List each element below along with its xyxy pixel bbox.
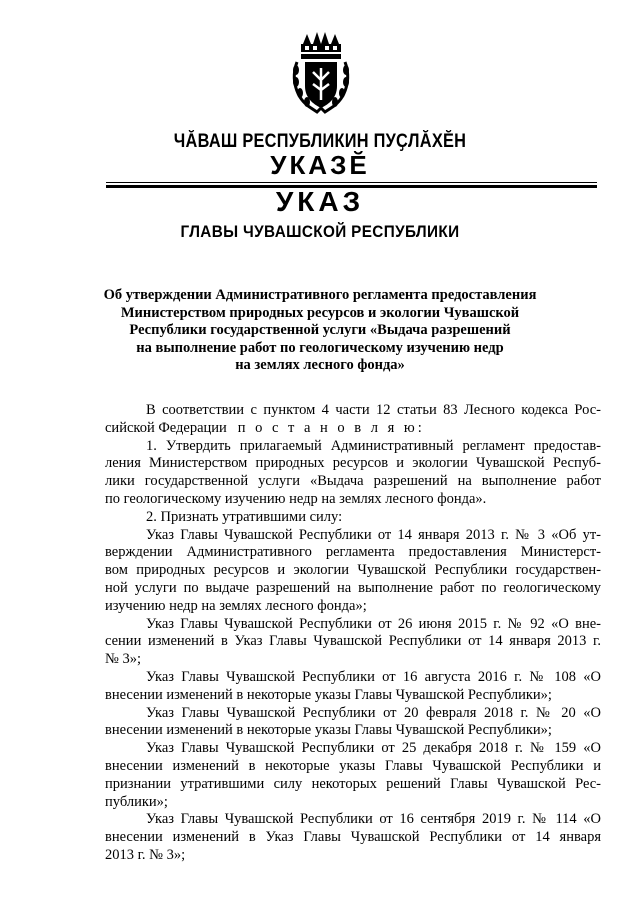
decree-body [105,402,601,865]
body-line: признании утратившими силу некоторых решений Главы Чувашской Рес- [105,775,601,792]
body-line: В соответствии с пунктом 4 части 12 статьи 83 Лесного кодекса Рос- [146,402,601,418]
document-type-title: УКАЗ [275,186,365,217]
title-line: Об утверждении Административного регламента предоставления [103,287,537,303]
body-text: сийской Федерации [105,419,227,436]
divider-thin [106,182,597,183]
body-line: внесении изменений в некоторые указы Главы Чувашской Республики и [105,757,601,774]
title-line: Республики государственной услуги «Выдача разрешений [129,322,511,338]
body-line: внесении изменений в некоторые указы Главы Чувашской Республики»; [105,686,552,703]
body-line: № 3»; [105,651,141,668]
body-line: Указ Главы Чувашской Республики от 14 января 2013 г. № 3 «Об ут- [146,526,601,543]
body-line: ной услуги по выдаче разрешений на выполнение работ по геологическому [105,579,601,596]
body-line: по геологическому изучению недр на землях лесного фонда». [105,490,487,507]
body-line: Указ Главы Чувашской Республики от 16 августа 2016 г. № 108 «О [146,668,601,685]
body-line [105,420,601,438]
body-line: сении изменений в Указ Главы Чувашской Республики от 14 января 2013 г. [105,633,601,650]
issuer-heading: ГЛАВЫ ЧУВАШСКОЙ РЕСПУБЛИКИ [180,222,460,241]
chuvash-ukaze-title: УКАЗĔ [270,150,370,180]
body-line: Указ Главы Чувашской Республики от 20 февраля 2018 г. № 20 «О [146,704,601,721]
body-line: Указ Главы Чувашской Республики от 25 декабря 2018 г. № 159 «О [146,740,601,757]
body-line: ления Министерством природных ресурсов и экологии Чувашской Респуб- [105,455,601,472]
chuvash-heading: ЧĂВАШ РЕСПУБЛИКИН ПУҪЛĂХĔН [173,131,467,152]
coat-of-arms-icon [287,28,355,116]
resolve-word: п о с т а н о в л я ю: [237,419,425,436]
body-line: изучению недр на землях лесного фонда»; [105,597,367,614]
body-line: лики государственной услуги «Выдача разрешений на выполнение работ [105,473,601,490]
body-line: внесении изменений в Указ Главы Чувашской Республики от 14 января [105,829,601,846]
body-line: Указ Главы Чувашской Республики от 16 сентября 2019 г. № 114 «О [146,811,601,828]
body-line: Указ Главы Чувашской Республики от 26 июня 2015 г. № 92 «О вне- [146,615,601,632]
title-line: на выполнение работ по геологическому изучению недр [136,339,504,356]
title-line: на землях лесного фонда» [235,357,405,373]
body-line: верждении Административного регламента предоставления Министерст- [105,544,601,561]
body-line: 2013 г. № 3»; [105,846,186,863]
body-line: внесении изменений в некоторые указы Главы Чувашской Республики»; [105,722,552,739]
body-line: 1. Утвердить прилагаемый Административный регламент предостав- [146,437,601,454]
title-line: Министерством природных ресурсов и экологии Чувашской [120,304,520,321]
body-line: вом природных ресурсов и экологии Чувашской Республики государствен- [105,562,601,579]
body-line: публики»; [105,793,168,810]
decree-title [100,287,540,375]
body-line: 2. Признать утратившими силу: [146,508,343,525]
